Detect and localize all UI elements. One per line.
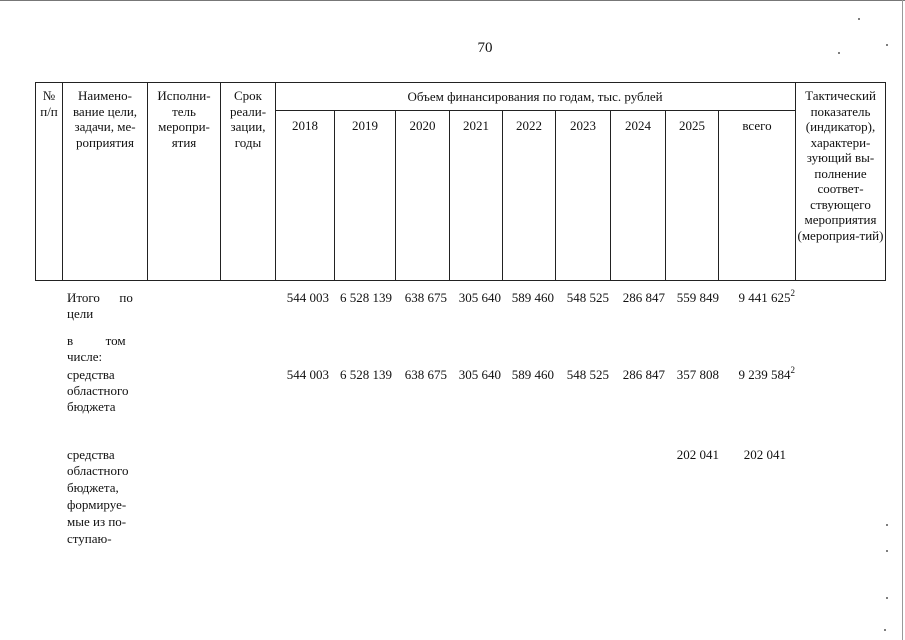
cell-2023: 548 525 [566,367,609,382]
row-total-label-line: цели [67,306,94,321]
year-divider [334,110,335,281]
row-formed-label-line: формируе- [67,497,127,512]
cell-total: 202 041 [743,447,786,462]
scan-speck [886,550,888,552]
cell-total [720,367,795,383]
row-regional-label-line: средства [67,367,115,382]
cell-2024: 286 847 [622,290,665,305]
year-divider [555,110,556,281]
cell-2020: 638 675 [404,367,447,382]
cell-2021: 305 640 [458,290,501,305]
cell-2020: 638 675 [404,290,447,305]
row-regional-label-line: числе: [67,349,103,364]
cell-total [720,290,795,306]
cell-2022: 589 460 [511,290,554,305]
cell-2018: 544 003 [286,290,329,305]
year-2023: 2023 [570,118,596,133]
footnote-mark: 2 [790,288,795,298]
page-number: 70 [477,40,493,56]
header-financing: Объем финансирования по годам, тыс. рублей [407,89,663,104]
year-2021: 2021 [463,118,489,133]
scan-speck [886,524,888,526]
header-num: № п/п [40,88,58,119]
year-divider [610,110,611,281]
page-top-edge [0,0,905,1]
year-2025: 2025 [679,118,705,133]
year-2018: 2018 [292,118,318,133]
scan-speck [886,597,888,599]
financing-subheader-line [275,110,795,111]
year-divider [395,110,396,281]
scan-speck [886,44,888,46]
footnote-mark: 2 [790,365,795,375]
cell-2018: 544 003 [286,367,329,382]
cell-2025: 202 041 [676,447,719,462]
cell-2019: 6 528 139 [340,367,392,382]
cell-2021: 305 640 [458,367,501,382]
header-indicator: Тактический показатель (индикатор), характери-зующий вы-полнение соответ-ствующего мероприятия (мероприя-тий) [797,88,884,243]
cell-2024: 286 847 [622,367,665,382]
year-divider [665,110,666,281]
header-name: Наимено-вание цели, задачи, ме-роприятия [72,88,138,150]
cell-2019: 6 528 139 [340,290,392,305]
header-term: Срок реали-зации, годы [229,88,267,150]
header-executor: Исполни-тель меропри-ятия [157,88,211,150]
year-2019: 2019 [352,118,378,133]
row-formed-label-line: областного [67,463,129,478]
col-divider [275,82,276,281]
row-formed-label-line: ступаю- [67,531,112,546]
page-right-edge [902,0,903,640]
col-divider [62,82,63,281]
year-divider [502,110,503,281]
cell-2023: 548 525 [566,290,609,305]
cell-total-value: 9 441 625 [738,290,791,305]
year-divider [718,110,719,281]
scan-speck [838,52,840,54]
col-divider [220,82,221,281]
row-regional-label-line: областного [67,383,129,398]
year-divider [449,110,450,281]
col-divider [147,82,148,281]
scan-speck [858,18,860,20]
cell-2025: 357 808 [676,367,719,382]
row-formed-label-line: средства [67,447,115,462]
row-regional-label-line: бюджета [67,399,116,414]
scan-speck [884,629,886,631]
row-total-label-line: Итого по [67,290,133,305]
year-2022: 2022 [516,118,542,133]
year-total: всего [742,118,772,133]
year-2024: 2024 [625,118,651,133]
cell-total-value: 9 239 584 [738,367,791,382]
row-formed-label-line: бюджета, [67,480,119,495]
year-2020: 2020 [409,118,436,133]
cell-2022: 589 460 [511,367,554,382]
row-formed-label-line: мые из по- [67,514,127,529]
row-regional-label-line: в том [67,333,126,348]
cell-2025: 559 849 [676,290,719,305]
